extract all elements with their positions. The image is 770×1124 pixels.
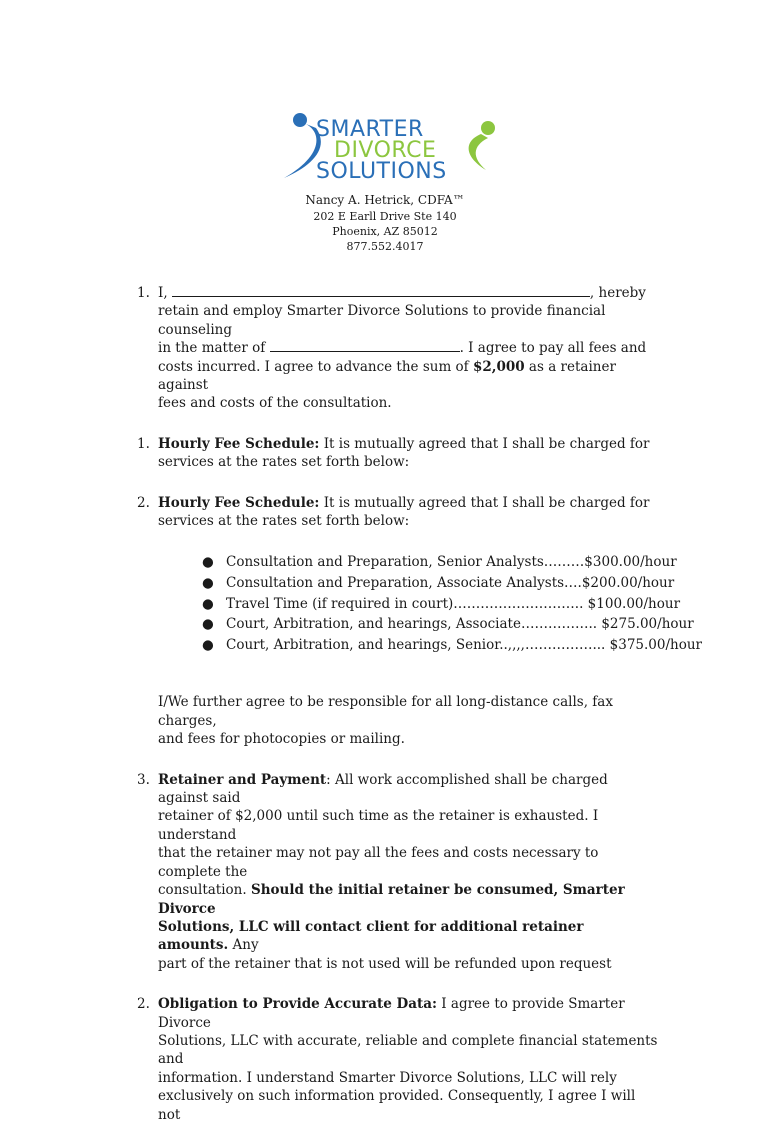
section-retainer-payment bbox=[0, 771, 770, 973]
section-text-line3: information. I understand Smarter Divorce Solutions, LLC will rely bbox=[158, 1069, 617, 1086]
section-heading: Retainer and Payment bbox=[158, 771, 327, 788]
section-number: 1. bbox=[137, 435, 150, 452]
section-text: It is mutually agreed that I shall be charged for bbox=[319, 435, 650, 452]
contact-name: Nancy A. Hetrick, CDFA™ bbox=[305, 193, 465, 207]
any-text: Any bbox=[228, 937, 259, 954]
fees-line: fees and costs of the consultation. bbox=[158, 395, 392, 412]
hereby-text: , hereby bbox=[589, 285, 646, 301]
section-retain bbox=[0, 284, 770, 413]
client-prefix: I, bbox=[158, 285, 168, 301]
client-name-blank[interactable] bbox=[172, 284, 590, 297]
consultation-text: consultation. bbox=[158, 882, 251, 899]
agree-text: . I agree to pay all fees and bbox=[459, 340, 647, 357]
additional-retainer-text: Solutions, LLC will contact client for additional retainer amounts. bbox=[158, 918, 584, 954]
further-line2: and fees for photocopies or mailing. bbox=[158, 731, 405, 748]
section-text-line2: Solutions, LLC with accurate, reliable and complete financial statements and bbox=[158, 1032, 658, 1068]
section-text-line2: retainer of $2,000 until such time as the retainer is exhausted. I understand bbox=[158, 808, 599, 843]
section-text-line2: services at the rates set forth below: bbox=[158, 513, 410, 530]
contact-address-line2: Phoenix, AZ 85012 bbox=[332, 225, 438, 238]
section-text-line4: exclusively on such information provided. Consequently, I agree I will not bbox=[158, 1088, 636, 1123]
bullet-icon: ● bbox=[202, 616, 214, 633]
retainer-text: as a retainer against bbox=[158, 358, 616, 394]
section-text: I agree to provide Smarter Divorce bbox=[158, 996, 625, 1031]
section-text: It is mutually agreed that I shall be charged for bbox=[319, 494, 650, 511]
section-number: 3. bbox=[137, 771, 150, 788]
contact-address-line1: 202 E Earll Drive Ste 140 bbox=[313, 210, 457, 223]
logo-text-divorce: DIVORCE bbox=[334, 138, 437, 163]
fee-item: ● Court, Arbitration, and hearings, Associate…………….. $275.00/hour bbox=[0, 614, 770, 635]
logo-text-solutions: SOLUTIONS bbox=[316, 159, 447, 184]
section-number: 1. bbox=[137, 285, 150, 301]
fee-list bbox=[0, 552, 770, 655]
section-heading: Hourly Fee Schedule: bbox=[158, 435, 320, 452]
fee-item: ● Court, Arbitration, and hearings, Senior..,,,,……………... $375.00/hour bbox=[0, 635, 770, 656]
section-text-line3: that the retainer may not pay all the fees and costs necessary to complete the bbox=[158, 845, 599, 880]
fee-item: ● Travel Time (if required in court)……………………….. $100.00/hour bbox=[0, 594, 770, 615]
matter-label: in the matter of bbox=[158, 340, 266, 357]
section-hourly-fee-1 bbox=[0, 435, 770, 472]
bullet-icon: ● bbox=[202, 575, 214, 592]
retainer-consumed-text: Should the initial retainer be consumed, Smarter Divorce bbox=[158, 882, 625, 917]
contact-phone: 877.552.4017 bbox=[346, 240, 424, 253]
agreement-body bbox=[0, 284, 770, 1124]
advance-text: costs incurred. I agree to advance the sum of bbox=[158, 358, 473, 375]
further-agreement bbox=[0, 693, 770, 748]
section-number: 2. bbox=[137, 996, 150, 1013]
section-number: 2. bbox=[137, 494, 150, 511]
section-hourly-fee-2 bbox=[0, 494, 770, 531]
company-logo bbox=[276, 100, 496, 184]
bullet-icon: ● bbox=[202, 595, 214, 612]
section-heading: Hourly Fee Schedule: bbox=[158, 494, 320, 511]
section-heading: Obligation to Provide Accurate Data: bbox=[158, 996, 437, 1013]
bullet-icon: ● bbox=[202, 636, 214, 653]
fee-item: ● Consultation and Preparation, Associate Analysts….$200.00/hour bbox=[0, 573, 770, 594]
section-text-line2: services at the rates set forth below: bbox=[158, 454, 410, 471]
further-line1: I/We further agree to be responsible for all long-distance calls, fax charges, bbox=[158, 694, 613, 729]
fee-item: ● Consultation and Preparation, Senior Analysts………$300.00/hour bbox=[0, 552, 770, 573]
retainer-amount: $2,000 bbox=[472, 358, 525, 375]
refund-text: part of the retainer that is not used will be refunded upon request bbox=[158, 955, 612, 972]
logo-text-smarter: SMARTER bbox=[316, 117, 424, 142]
bullet-icon: ● bbox=[202, 554, 214, 571]
matter-blank[interactable] bbox=[270, 339, 460, 352]
contact-block bbox=[0, 192, 770, 254]
section-accurate-data bbox=[0, 995, 770, 1124]
section-text: : All work accomplished shall be charged against said bbox=[158, 771, 608, 807]
retain-line: retain and employ Smarter Divorce Solutions to provide financial counseling bbox=[158, 303, 606, 338]
